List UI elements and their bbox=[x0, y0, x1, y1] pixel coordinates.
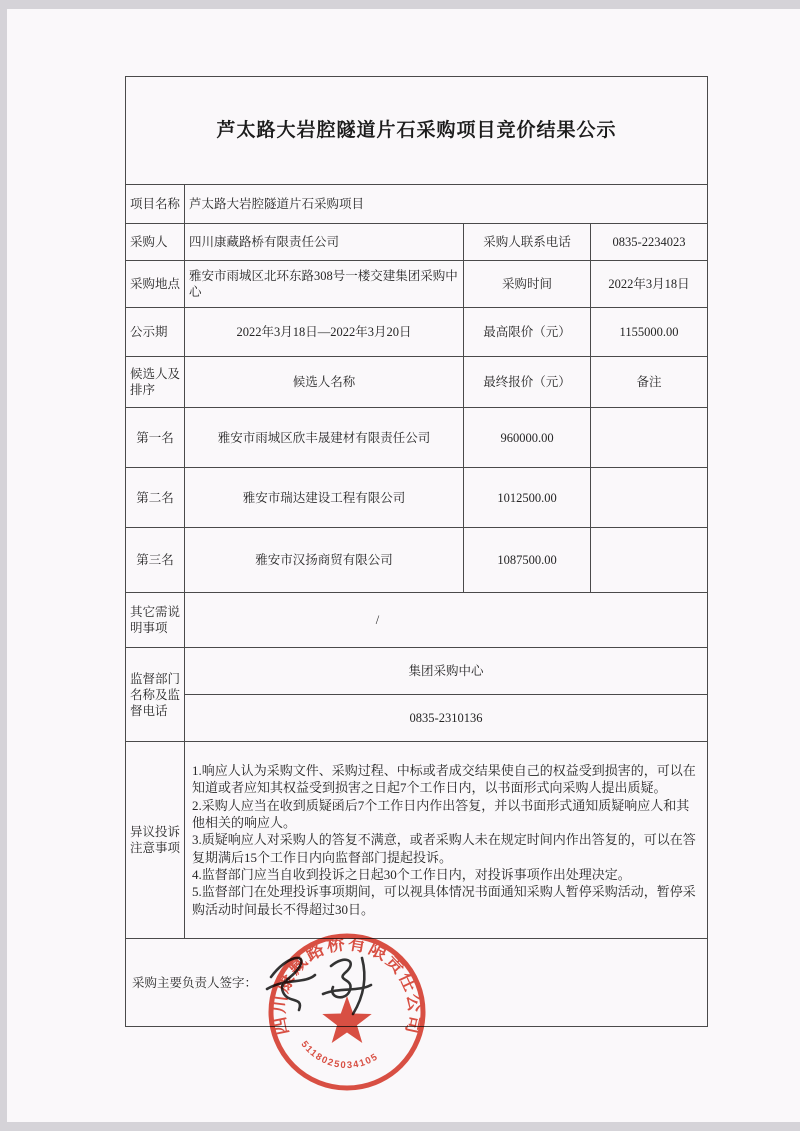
candidate-price: 1012500.00 bbox=[463, 467, 590, 527]
complaint-item: 4.监督部门应当自收到投诉之日起30个工作日内，对投诉事项作出处理决定。 bbox=[192, 866, 631, 882]
max-price-value: 1155000.00 bbox=[590, 307, 707, 356]
candidates-note-label: 备注 bbox=[590, 356, 707, 407]
publicity-value: 2022年3月18日—2022年3月20日 bbox=[184, 307, 463, 356]
location-label: 采购地点 bbox=[126, 260, 184, 307]
candidate-name: 雅安市汉扬商贸有限公司 bbox=[184, 527, 463, 592]
complaint-notes bbox=[184, 741, 707, 938]
candidates-price-label: 最终报价（元） bbox=[463, 356, 590, 407]
time-label: 采购时间 bbox=[463, 260, 590, 307]
signature-row bbox=[126, 938, 707, 1026]
publicity-label: 公示期 bbox=[126, 307, 184, 356]
candidates-name-label: 候选人名称 bbox=[184, 356, 463, 407]
supervision-phone: 0835-2310136 bbox=[184, 694, 707, 741]
purchaser-phone-value: 0835-2234023 bbox=[590, 223, 707, 260]
supervision-dept: 集团采购中心 bbox=[184, 647, 707, 694]
max-price-label: 最高限价（元） bbox=[463, 307, 590, 356]
candidate-price: 1087500.00 bbox=[463, 527, 590, 592]
page-title: 芦太路大岩腔隧道片石采购项目竞价结果公示 bbox=[216, 119, 617, 141]
project-name-value: 芦太路大岩腔隧道片石采购项目 bbox=[184, 184, 707, 223]
signature-label: 采购主要负责人签字： bbox=[132, 975, 258, 990]
complaint-label: 异议投诉注意事项 bbox=[126, 741, 184, 938]
location-value: 雅安市雨城区北环东路308号一楼交建集团采购中心 bbox=[184, 260, 463, 307]
seal-number-text: 5118025034105 bbox=[298, 1039, 381, 1072]
candidate-rank: 第一名 bbox=[126, 407, 184, 467]
candidate-rank: 第三名 bbox=[126, 527, 184, 592]
purchaser-value: 四川康藏路桥有限责任公司 bbox=[184, 223, 463, 260]
candidate-note bbox=[590, 467, 707, 527]
announcement-table bbox=[125, 76, 708, 1027]
supervision-label: 监督部门名称及监督电话 bbox=[126, 647, 184, 741]
purchaser-label: 采购人 bbox=[126, 223, 184, 260]
project-name-label: 项目名称 bbox=[126, 184, 184, 223]
candidate-rank: 第二名 bbox=[126, 467, 184, 527]
candidate-price: 960000.00 bbox=[463, 407, 590, 467]
complaint-item: 3.质疑响应人对采购人的答复不满意，或者采购人未在规定时间内作出答复的，可以在答复期满后15个工作日内向监督部门提起投诉。 bbox=[192, 832, 696, 865]
candidate-name: 雅安市瑞达建设工程有限公司 bbox=[184, 467, 463, 527]
candidate-note bbox=[590, 527, 707, 592]
document-page bbox=[7, 9, 800, 1122]
complaint-item: 5.监督部门在处理投诉事项期间，可以视具体情况书面通知采购人暂停采购活动，暂停采购活动时间最长不得超过30日。 bbox=[192, 884, 696, 917]
purchaser-phone-label: 采购人联系电话 bbox=[463, 223, 590, 260]
other-notes-label: 其它需说明事项 bbox=[126, 592, 184, 647]
complaint-item: 2.采购人应当在收到质疑函后7个工作日内作出答复，并以书面形式通知质疑响应人和其他相关的响应人。 bbox=[192, 797, 690, 831]
time-value: 2022年3月18日 bbox=[590, 260, 707, 307]
candidate-note bbox=[590, 407, 707, 467]
candidates-rank-label: 候选人及排序 bbox=[126, 356, 184, 407]
other-notes-value: / bbox=[184, 592, 707, 647]
seal-company-text: 四川康藏路桥有限责任公司 bbox=[268, 932, 426, 1038]
candidate-name: 雅安市雨城区欣丰晟建材有限责任公司 bbox=[184, 407, 463, 467]
complaint-item: 1.响应人认为采购文件、采购过程、中标或者成交结果使自己的权益受到损害的，可以在知道或者应知其权益受到损害之日起7个工作日内，以书面形式向采购人提出质疑。 bbox=[192, 763, 696, 796]
